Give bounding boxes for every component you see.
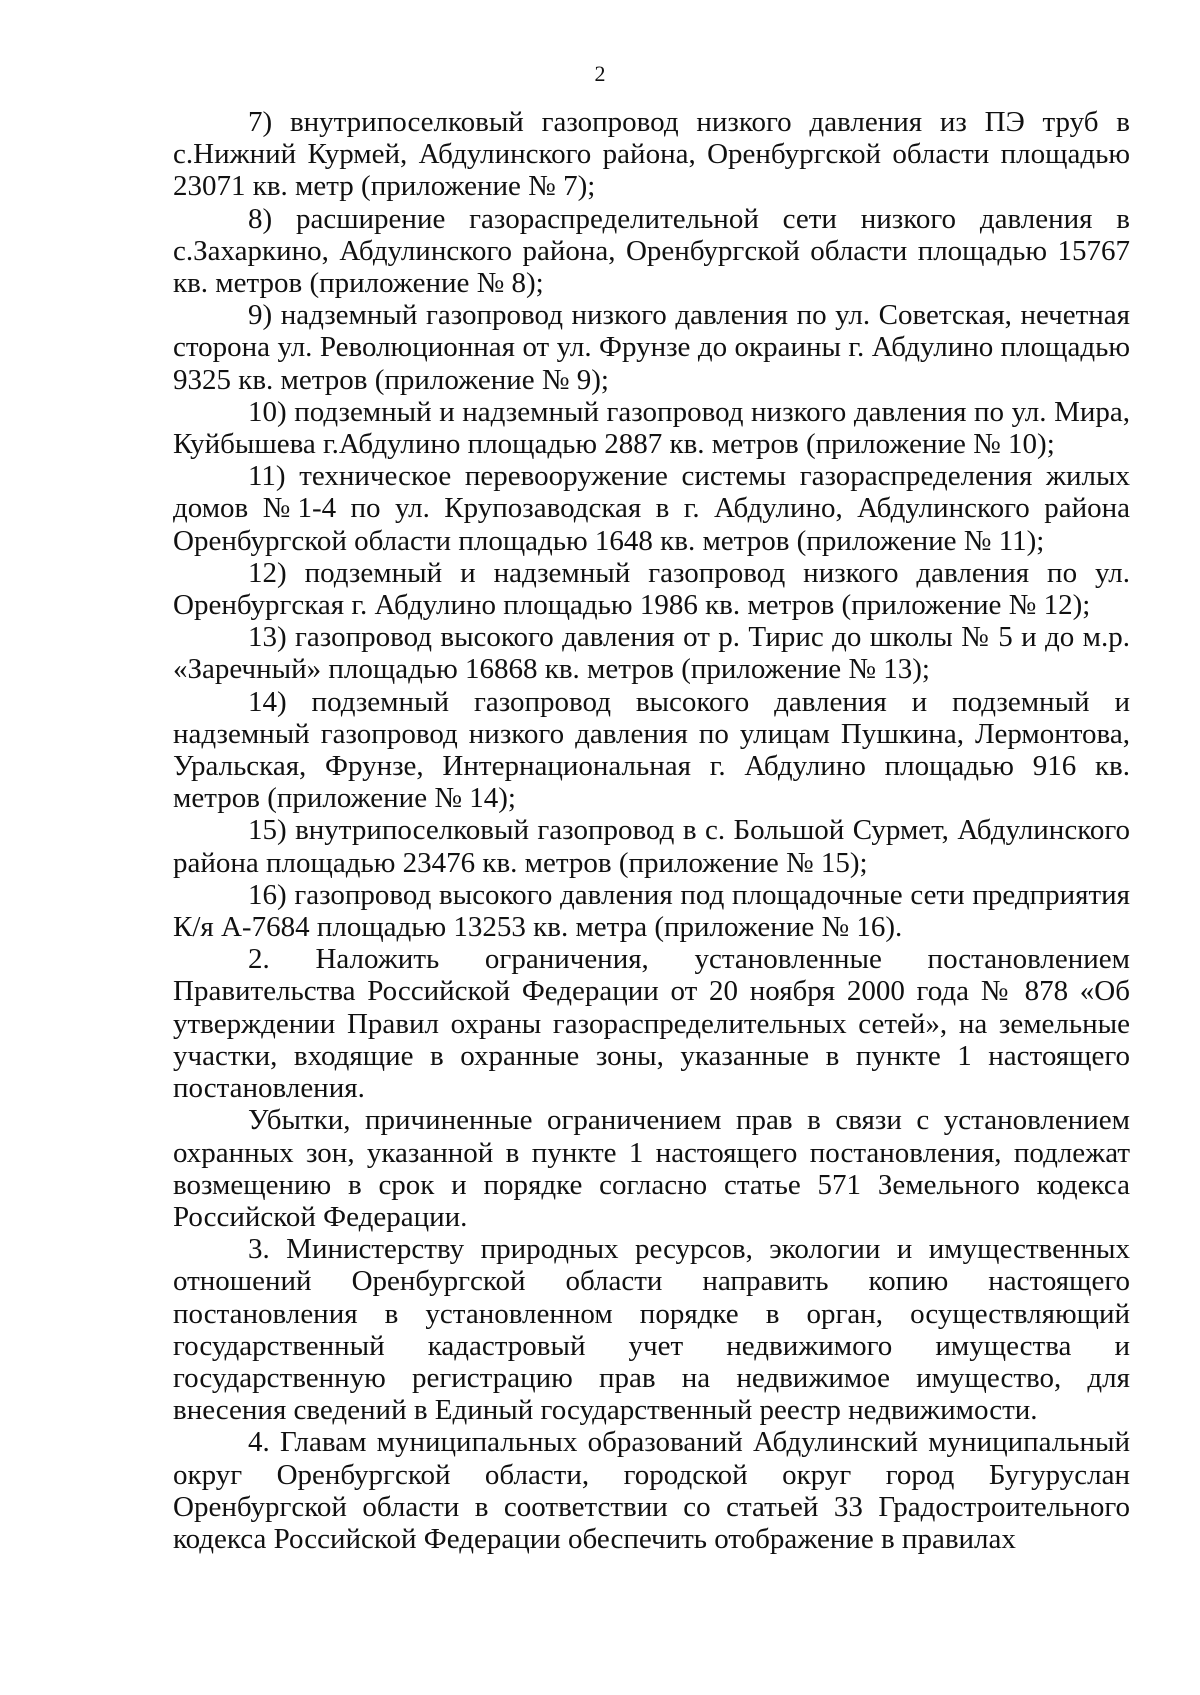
item-10-paragraph: 10) подземный и надземный газопровод низкого давления по ул. Мира, Куйбышева г.Абдулино площадью 2887 кв. метров (приложение № 10);	[173, 395, 1130, 461]
page-number: 2	[594, 61, 606, 86]
clause-4-paragraph: 4. Главам муниципальных образований Абдулинский муниципальный округ Оренбургской области, городской округ город Бугуруслан Оренбургской области в соответствии со статьей 33 Градостроительного кодекса Российской Федерации обеспечить отображение в правилах	[173, 1426, 1130, 1555]
clause-3-paragraph: 3. Министерству природных ресурсов, экологии и имущественных отношений Оренбургской области направить копию настоящего постановления в установленном порядке в орган, осуществляющий государственный кадастровый учет недвижимого имущества и государственную регистрацию прав на недвижимое имущество, для внесения сведений в Единый государственный реестр недвижимости.	[173, 1233, 1130, 1427]
item-16-paragraph: 16) газопровод высокого давления под площадочные сети предприятия К/я А-7684 площадью 13253 кв. метра (приложение № 16).	[173, 878, 1130, 944]
losses-paragraph: Убытки, причиненные ограничением прав в связи с установлением охранных зон, указанной в пункте 1 настоящего постановления, подлежат возмещению в срок и порядке согласно статье 571 Земельного кодекса Российской Федерации.	[173, 1104, 1130, 1233]
item-12-paragraph: 12) подземный и надземный газопровод низкого давления по ул. Оренбургская г. Абдулино площадью 1986 кв. метров (приложение № 12);	[173, 556, 1130, 622]
clause-2-paragraph: 2. Наложить ограничения, установленные постановлением Правительства Российской Федерации от 20 ноября 2000 года № 878 «Об утверждении Правил охраны газораспределительных сетей», на земельные участки, входящие в охранные зоны, указанные в пункте 1 настоящего постановления.	[173, 943, 1130, 1105]
item-11-paragraph: 11) техническое перевооружение системы газораспределения жилых домов №1-4 по ул. Крупозаводская в г. Абдулино, Абдулинского района Оренбургской области площадью 1648 кв. метров (приложение № 11);	[173, 460, 1130, 557]
item-14-paragraph: 14) подземный газопровод высокого давления и подземный и надземный газопровод низкого давления по улицам Пушкина, Лермонтова, Уральская, Фрунзе, Интернациональная г. Абдулино площадью 916 кв. метров (приложение № 14);	[173, 685, 1130, 815]
item-7-paragraph: 7) внутрипоселковый газопровод низкого давления из ПЭ труб в с.Нижний Курмей, Абдулинского района, Оренбургской области площадью 23071 кв. метр (приложение № 7);	[173, 106, 1130, 203]
document-body	[173, 106, 1130, 1555]
item-13-paragraph: 13) газопровод высокого давления от р. Тирис до школы № 5 и до м.р. «Заречный» площадью 16868 кв. метров (приложение № 13);	[173, 621, 1130, 686]
item-8-paragraph: 8) расширение газораспределительной сети низкого давления в с.Захаркино, Абдулинского района, Оренбургской области площадью 15767 кв. метров (приложение № 8);	[173, 202, 1130, 300]
item-9-paragraph: 9) надземный газопровод низкого давления по ул. Советская, нечетная сторона ул. Революционная от ул. Фрунзе до окраины г. Абдулино площадью 9325 кв. метров (приложение № 9);	[173, 299, 1130, 396]
item-15-paragraph: 15) внутрипоселковый газопровод в с. Большой Сурмет, Абдулинского района площадью 23476 кв. метров (приложение № 15);	[173, 814, 1130, 879]
